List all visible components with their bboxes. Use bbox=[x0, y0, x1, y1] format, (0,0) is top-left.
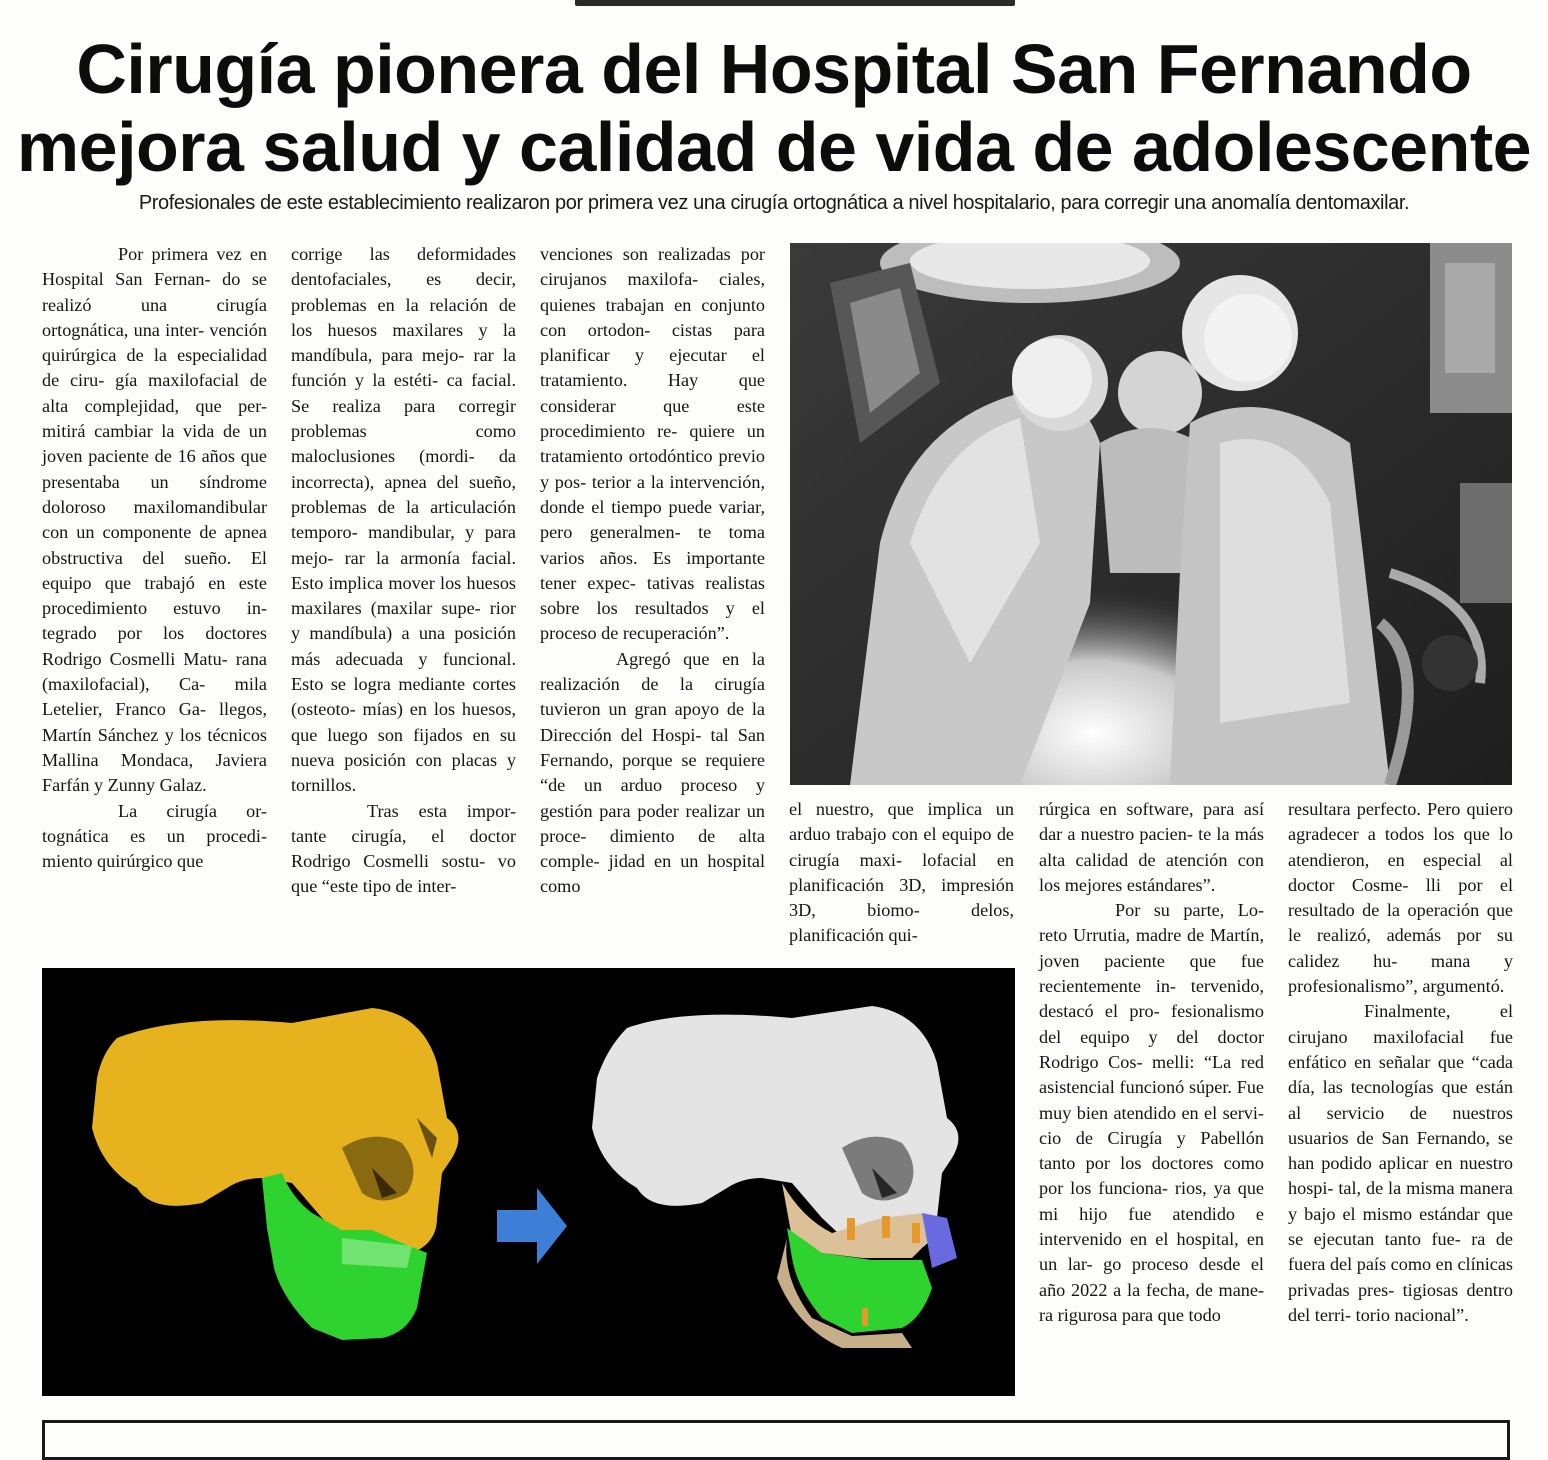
article-column-4 bbox=[789, 797, 1014, 949]
headline bbox=[0, 30, 1548, 186]
article-column-1 bbox=[42, 242, 267, 874]
paragraph: Agregó que en la realización de la cirugía tuvieron un gran apoyo de la Dirección del Hospi- tal San Fernando, porque se requiere “de un arduo proceso y gestión para poder realizar un proce- dimiento de alta comple- jidad en un hospital como bbox=[540, 648, 765, 897]
top-rule bbox=[575, 0, 1015, 6]
article-column-2 bbox=[291, 242, 516, 900]
headline-line-2: mejora salud y calidad de vida de adolescente bbox=[16, 108, 1532, 186]
paragraph: Finalmente, el cirujano maxilofacial fue enfático en señalar que “cada día, las tecnologías que están al servicio de nuestros usuarios de San Fernando, se han podido aplicar en nuestro hospi- tal, de la misma manera y bajo el mismo estándar que se ejecutan tanto fue- ra de fuera del país como en clínicas privadas pres- tigiosas dentro del terri- torio nacional”. bbox=[1288, 1001, 1513, 1325]
article-column-6 bbox=[1288, 797, 1513, 1328]
paragraph: venciones son realizadas por cirujanos maxilofa- ciales, quienes trabajan en conjunto con ortodon- cistas para planificar y ejecutar el tratamiento. Hay que considerar que este procedimiento re- quiere un tratamiento ortodóntico previo y pos- terior a la intervención, donde el tiempo puede variar, pero generalmen- te toma varios años. Es importante tener expec- tativas realistas sobre los resultados y el proceso de recuperación”. bbox=[540, 244, 765, 644]
paragraph: corrige las deformidades dentofaciales, es decir, problemas en la relación de los huesos maxilares y la mandíbula, para mejo- rar la función y la estéti- ca facial. Se realiza para corregir problemas como maloclusiones (mordi- da incorrecta), apnea del sueño, problemas de la articulación temporo- mandibular, y para mejo- rar la armonía facial. Esto implica mover los huesos maxilares (maxilar supe- rior y mandíbula) a una posición más adecuada y funcional. Esto se logra mediante cortes (osteoto- mías) en los huesos, que luego son fijados en su nueva posición con placas y tornillos. bbox=[291, 244, 516, 796]
paragraph: Por primera vez en Hospital San Fernan- do se realizó una cirugía ortognática, una inter- vención quirúrgica de la especialidad de ciru- gía maxilofacial de alta complejidad, que per- mitirá cambiar la vida de un joven paciente de 16 años que presentaba un síndrome doloroso maxilomandibular con un componente de apnea obstructiva del sueño. El equipo que trabajó en este procedimiento estuvo in- tegrado por los doctores Rodrigo Cosmelli Matu- rana (maxilofacial), Ca- mila Letelier, Franco Ga- llegos, Martín Sánchez y los técnicos Mallina Mondaca, Javiera Farfán y Zunny Galaz. bbox=[42, 244, 267, 796]
paragraph: resultara perfecto. Pero quiero agradecer a todos los que lo atendieron, en especial al doctor Cosme- lli por el resultado de la operación que le realizó, además por su calidez hu- mana y profesionalismo”, argumentó. bbox=[1288, 799, 1513, 997]
paragraph: el nuestro, que implica un arduo trabajo con el equipo de cirugía maxi- lofacial en planificación 3D, impresión 3D, biomo- delos, planificación qui- bbox=[789, 799, 1014, 946]
headline-line-1: Cirugía pionera del Hospital San Fernando bbox=[76, 30, 1472, 108]
article-column-5 bbox=[1039, 797, 1264, 1328]
surgery-photo bbox=[790, 243, 1512, 785]
paragraph: Por su parte, Lo- reto Urrutia, madre de Martín, joven paciente que fue recientemente in- tervenido, destacó el pro- fesionalismo del equipo y del doctor Rodrigo Cos- melli: “La red asistencial funcionó súper. Fue muy bien atendido en el servi- cio de Cirugía y Pabellón tanto por los doctores como por los funciona- rios, ya que mi hijo fue atendido e intervenido en el hospital, en un lar- go proceso desde el año 2022 a la fecha, de mane- ra rigurosa para que todo bbox=[1039, 900, 1264, 1325]
subheadline: Profesionales de este establecimiento realizaron por primera vez una cirugía ortognática a nivel hospitalario, para corregir una anomalía dentomaxilar. bbox=[138, 192, 1410, 214]
article-column-3 bbox=[540, 242, 765, 900]
paragraph: rúrgica en software, para así dar a nuestro pacien- te la más alta calidad de atención con los mejores estándares”. bbox=[1039, 799, 1264, 895]
paragraph: La cirugía or- tognática es un procedi- miento quirúrgico que bbox=[42, 800, 267, 872]
paragraph: Tras esta impor- tante cirugía, el doctor Rodrigo Cosmelli sostu- vo que “este tipo de inter- bbox=[291, 800, 516, 897]
assistant-head bbox=[1118, 351, 1202, 435]
skull-scan-image bbox=[42, 968, 1015, 1396]
bottom-frame-box bbox=[42, 1420, 1510, 1460]
